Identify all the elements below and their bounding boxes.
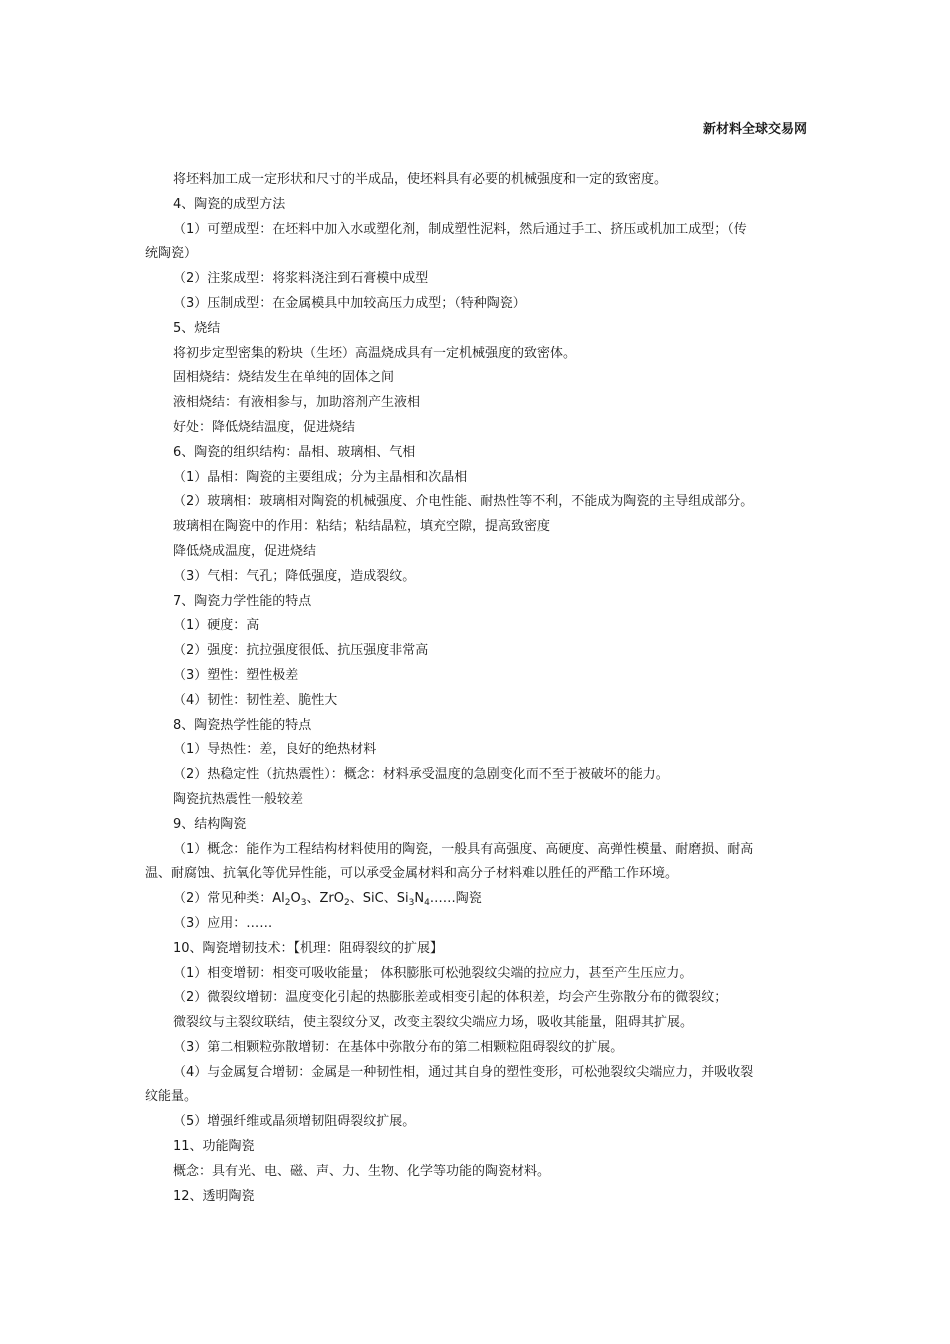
text-line: 液相烧结：有液相参与，加助溶剂产生液相 [173,395,421,411]
text-line: 4、陶瓷的成型方法 [173,196,286,212]
text-line: 12、透明陶瓷 [173,1188,255,1204]
text-line: （1）晶相：陶瓷的主要组成；分为主晶相和次晶相 [173,469,468,485]
text-line: 概念：具有光、电、磁、声、力、生物、化学等功能的陶瓷材料。 [173,1163,551,1179]
text-line: （1）可塑成型：在坯料中加入水或塑化剂，制成塑性泥料，然后通过手工、挤压或机加工成型；（传 [173,221,747,237]
text-line: （2）微裂纹增韧：温度变化引起的热膨胀差或相变引起的体积差，均会产生弥散分布的微裂纹； [173,990,728,1006]
text-line: 8、陶瓷热学性能的特点 [173,717,312,733]
text-line: （1）相变增韧：相变可吸收能量； 体积膨胀可松弛裂纹尖端的拉应力，甚至产生压应力。 [173,965,693,981]
text-line: 纹能量。 [145,1089,198,1105]
text-line: 将坯料加工成一定形状和尺寸的半成品，使坯料具有必要的机械强度和一定的致密度。 [173,172,668,187]
text-line: （3）应用：…… [173,915,273,931]
text-line: 温、耐腐蚀、抗氧化等优异性能，可以承受金属材料和高分子材料难以胜任的严酷工作环境。 [145,866,679,882]
text-line: （3）气相：气孔；降低强度，造成裂纹。 [173,568,416,584]
text-line: （2）玻璃相：玻璃相对陶瓷的机械强度、介电性能、耐热性等不利，不能成为陶瓷的主导组成部分。 [173,494,754,510]
text-line: 陶瓷抗热震性一般较差 [173,791,304,807]
text-line: （1）概念：能作为工程结构材料使用的陶瓷，一般具有高强度、高硬度、高弹性模量、耐磨损、耐高 [173,841,754,857]
text-line: 5、烧结 [173,320,221,336]
text-line: 玻璃相在陶瓷中的作用：粘结；粘结晶粒，填充空隙，提高致密度 [173,519,551,535]
text-line: 统陶瓷） [145,246,198,262]
site-name: 新材料全球交易网 [702,122,807,137]
text-line: 好处：降低烧结温度，促进烧结 [173,419,356,435]
formula-prefix: （2）常见种类： [173,891,273,907]
text-line: （2）热稳定性（抗热震性）：概念：材料承受温度的急剧变化而不至于被破坏的能力。 [173,767,669,783]
text-line: 11、功能陶瓷 [173,1139,255,1155]
formula-line: （2）常见种类：$Al_2O_3$、ZrO$_2$、SiC、$Si_3N_4\dots\dots$陶瓷 [173,891,482,909]
text-line: 10、陶瓷增韧技术：【机理：阻碍裂纹的扩展】 [173,940,444,956]
text-line: （3）压制成型：在金属模具中加较高压力成型；（特种陶瓷） [173,295,526,311]
text-line: 7、陶瓷力学性能的特点 [173,593,312,609]
text-line: 降低烧成温度，促进烧结 [173,543,317,559]
text-line: （3）塑性：塑性极差 [173,667,299,683]
text-line: 9、结构陶瓷 [173,816,247,832]
text-line: （1）硬度：高 [173,618,260,634]
text-line: （4）韧性：韧性差、脆性大 [173,692,338,708]
text-line: 6、陶瓷的组织结构：晶相、玻璃相、气相 [173,444,416,460]
text-line: 固相烧结：烧结发生在单纯的固体之间 [173,370,395,386]
text-line: 将初步定型密集的粉块（生坯）高温烧成具有一定机械强度的致密体。 [173,345,577,361]
document-body [145,168,810,1209]
text-line: （4）与金属复合增韧：金属是一种韧性相，通过其自身的塑性变形，可松弛裂纹尖端应力，并吸收裂 [173,1064,754,1080]
text-line: （2）强度：抗拉强度很低、抗压强度非常高 [173,643,429,659]
text-line: 微裂纹与主裂纹联结，使主裂纹分叉，改变主裂纹尖端应力场，吸收其能量，阻碍其扩展。 [173,1015,694,1031]
text-line: （1）导热性：差，良好的绝热材料 [173,742,377,758]
text-line: （3）第二相颗粒弥散增韧：在基体中弥散分布的第二相颗粒阻碍裂纹的扩展。 [173,1039,624,1055]
text-line: （5）增强纤维或晶须增韧阻碍裂纹扩展。 [173,1114,416,1130]
text-line: （2）注浆成型：将浆料浇注到石膏模中成型 [173,271,429,287]
